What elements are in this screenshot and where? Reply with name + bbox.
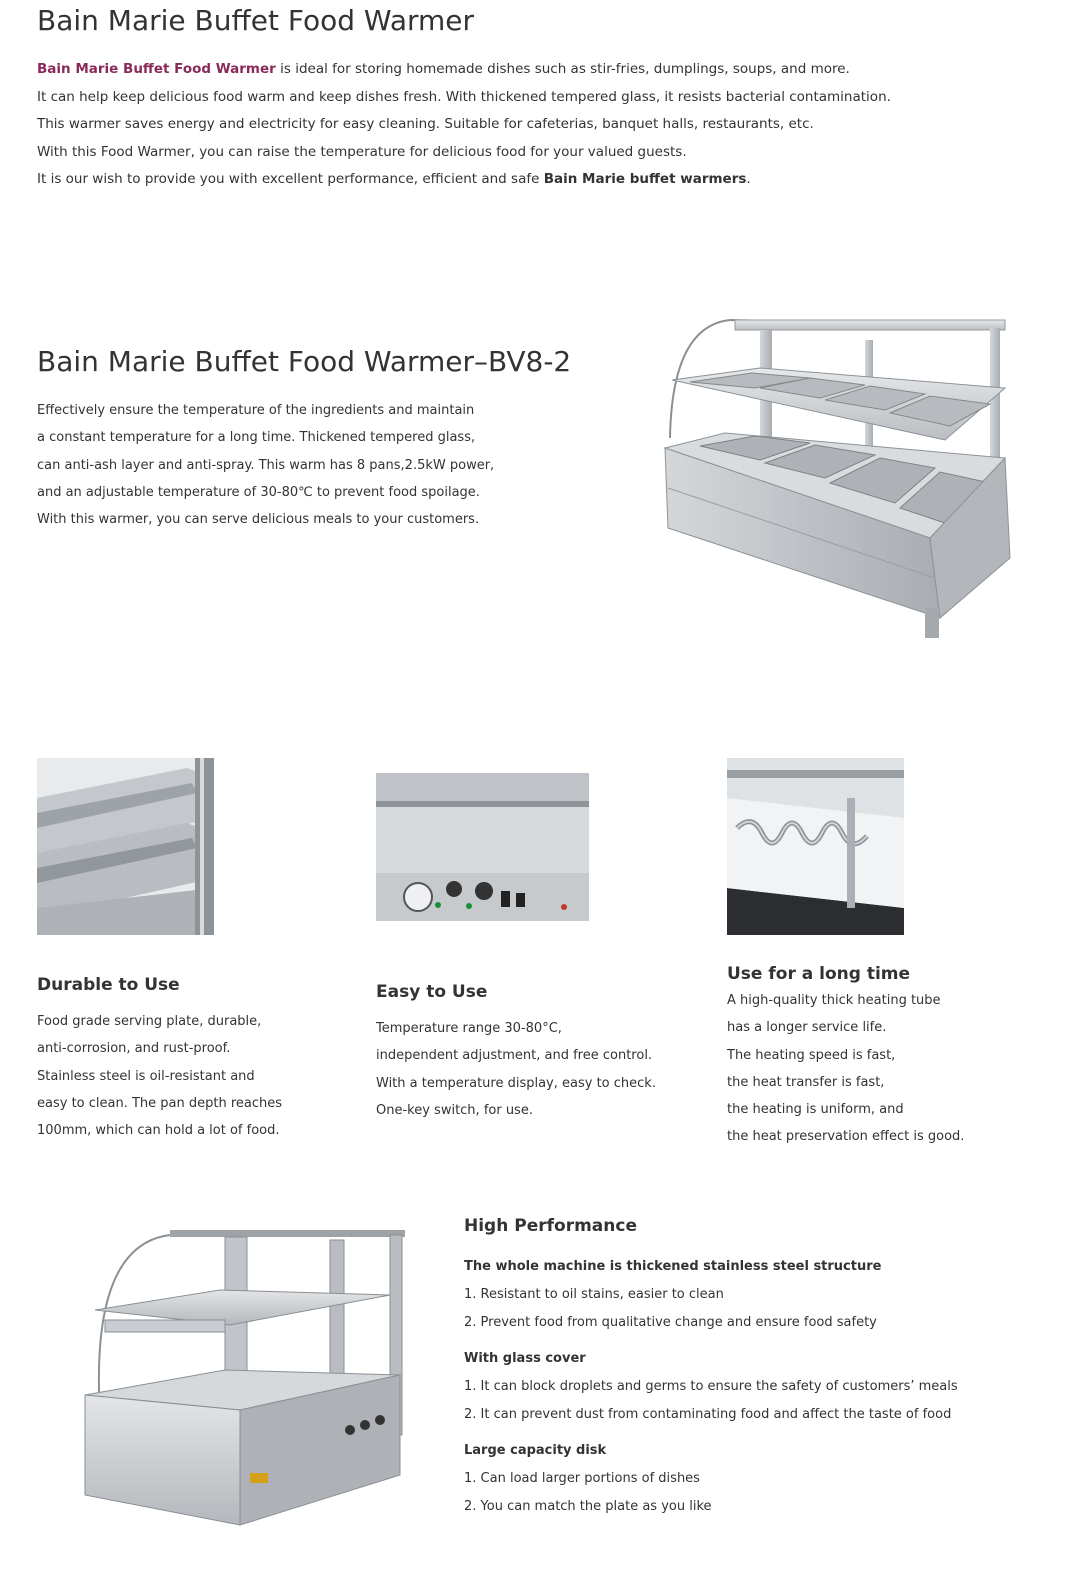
high-performance-title: High Performance (464, 1216, 637, 1236)
feature-title: Easy to Use (376, 982, 488, 1002)
feature-image-pans (37, 758, 214, 935)
hp-list-item: 1. It can block droplets and germs to ensure the safety of customers’ meals (464, 1379, 958, 1394)
intro-line-5: It is our wish to provide you with excellent performance, efficient and safe (37, 171, 544, 187)
feature-easy (376, 982, 696, 1124)
feature-line: the heat preservation effect is good. (727, 1129, 965, 1145)
feature-image-heating-tube (727, 758, 904, 935)
intro-line-5-end: . (746, 171, 751, 187)
feature-title: Use for a long time (727, 964, 911, 984)
feature-line: With a temperature display, easy to check. (376, 1075, 656, 1091)
hp-group-heading: With glass cover (464, 1351, 586, 1366)
product-line: a constant temperature for a long time. Thickened tempered glass, (37, 430, 476, 446)
feature-line: 100mm, which can hold a lot of food. (37, 1123, 280, 1139)
intro-line-5-bold: Bain Marie buffet warmers (543, 171, 747, 187)
feature-long-time (727, 964, 1047, 1151)
feature-line: the heat transfer is fast, (727, 1074, 885, 1090)
page-title: Bain Marie Buffet Food Warmer (37, 4, 475, 37)
feature-line: anti-corrosion, and rust-proof. (37, 1041, 231, 1057)
hp-list-item: 2. You can match the plate as you like (464, 1498, 712, 1514)
hp-group-heading: Large capacity disk (464, 1443, 607, 1458)
high-performance-section (464, 1216, 1064, 1520)
product-line: With this warmer, you can serve delicious meals to your customers. (37, 512, 480, 528)
product-description (37, 397, 507, 533)
product-image (660, 318, 1025, 643)
feature-line: One-key switch, for use. (376, 1102, 533, 1118)
hp-group-heading: The whole machine is thickened stainless steel structure (464, 1259, 882, 1274)
bottom-product-image (80, 1225, 410, 1530)
hp-list-item: 1. Can load larger portions of dishes (464, 1471, 700, 1486)
feature-line: The heating speed is fast, (727, 1047, 896, 1063)
product-line: Effectively ensure the temperature of the ingredients and maintain (37, 403, 475, 418)
feature-line: A high-quality thick heating tube (727, 993, 941, 1008)
intro-line-3: This warmer saves energy and electricity for easy cleaning. Suitable for cafeterias, banquet halls, restaurants, etc. (37, 116, 814, 132)
feature-line: has a longer service life. (727, 1020, 887, 1036)
intro-paragraph (37, 56, 1047, 194)
brand-link[interactable]: Bain Marie Buffet Food Warmer (37, 61, 276, 77)
feature-image-control-panel (376, 773, 589, 921)
hp-list-item: 1. Resistant to oil stains, easier to clean (464, 1287, 724, 1302)
hp-list-item: 2. It can prevent dust from contaminating food and affect the taste of food (464, 1406, 952, 1422)
product-title: Bain Marie Buffet Food Warmer–BV8-2 (37, 345, 572, 378)
product-line: and an adjustable temperature of 30-80℃ to prevent food spoilage. (37, 484, 480, 500)
product-line: can anti-ash layer and anti-spray. This warm has 8 pans,2.5kW power, (37, 457, 495, 473)
intro-line-1: is ideal for storing homemade dishes such as stir-fries, dumplings, soups, and more. (275, 61, 850, 77)
feature-line: Food grade serving plate, durable, (37, 1014, 262, 1029)
feature-line: independent adjustment, and free control. (376, 1048, 653, 1064)
feature-line: Stainless steel is oil-resistant and (37, 1068, 255, 1084)
feature-durable (37, 975, 337, 1144)
feature-line: Temperature range 30-80°C, (376, 1021, 562, 1036)
intro-line-2: It can help keep delicious food warm and keep dishes fresh. With thickened tempered glass, it resists bacterial contamination. (37, 88, 891, 105)
feature-line: the heating is uniform, and (727, 1102, 904, 1118)
intro-line-4: With this Food Warmer, you can raise the temperature for delicious food for your valued guests. (37, 143, 687, 160)
feature-line: easy to clean. The pan depth reaches (37, 1095, 283, 1111)
feature-title: Durable to Use (37, 975, 180, 995)
hp-list-item: 2. Prevent food from qualitative change and ensure food safety (464, 1314, 877, 1330)
